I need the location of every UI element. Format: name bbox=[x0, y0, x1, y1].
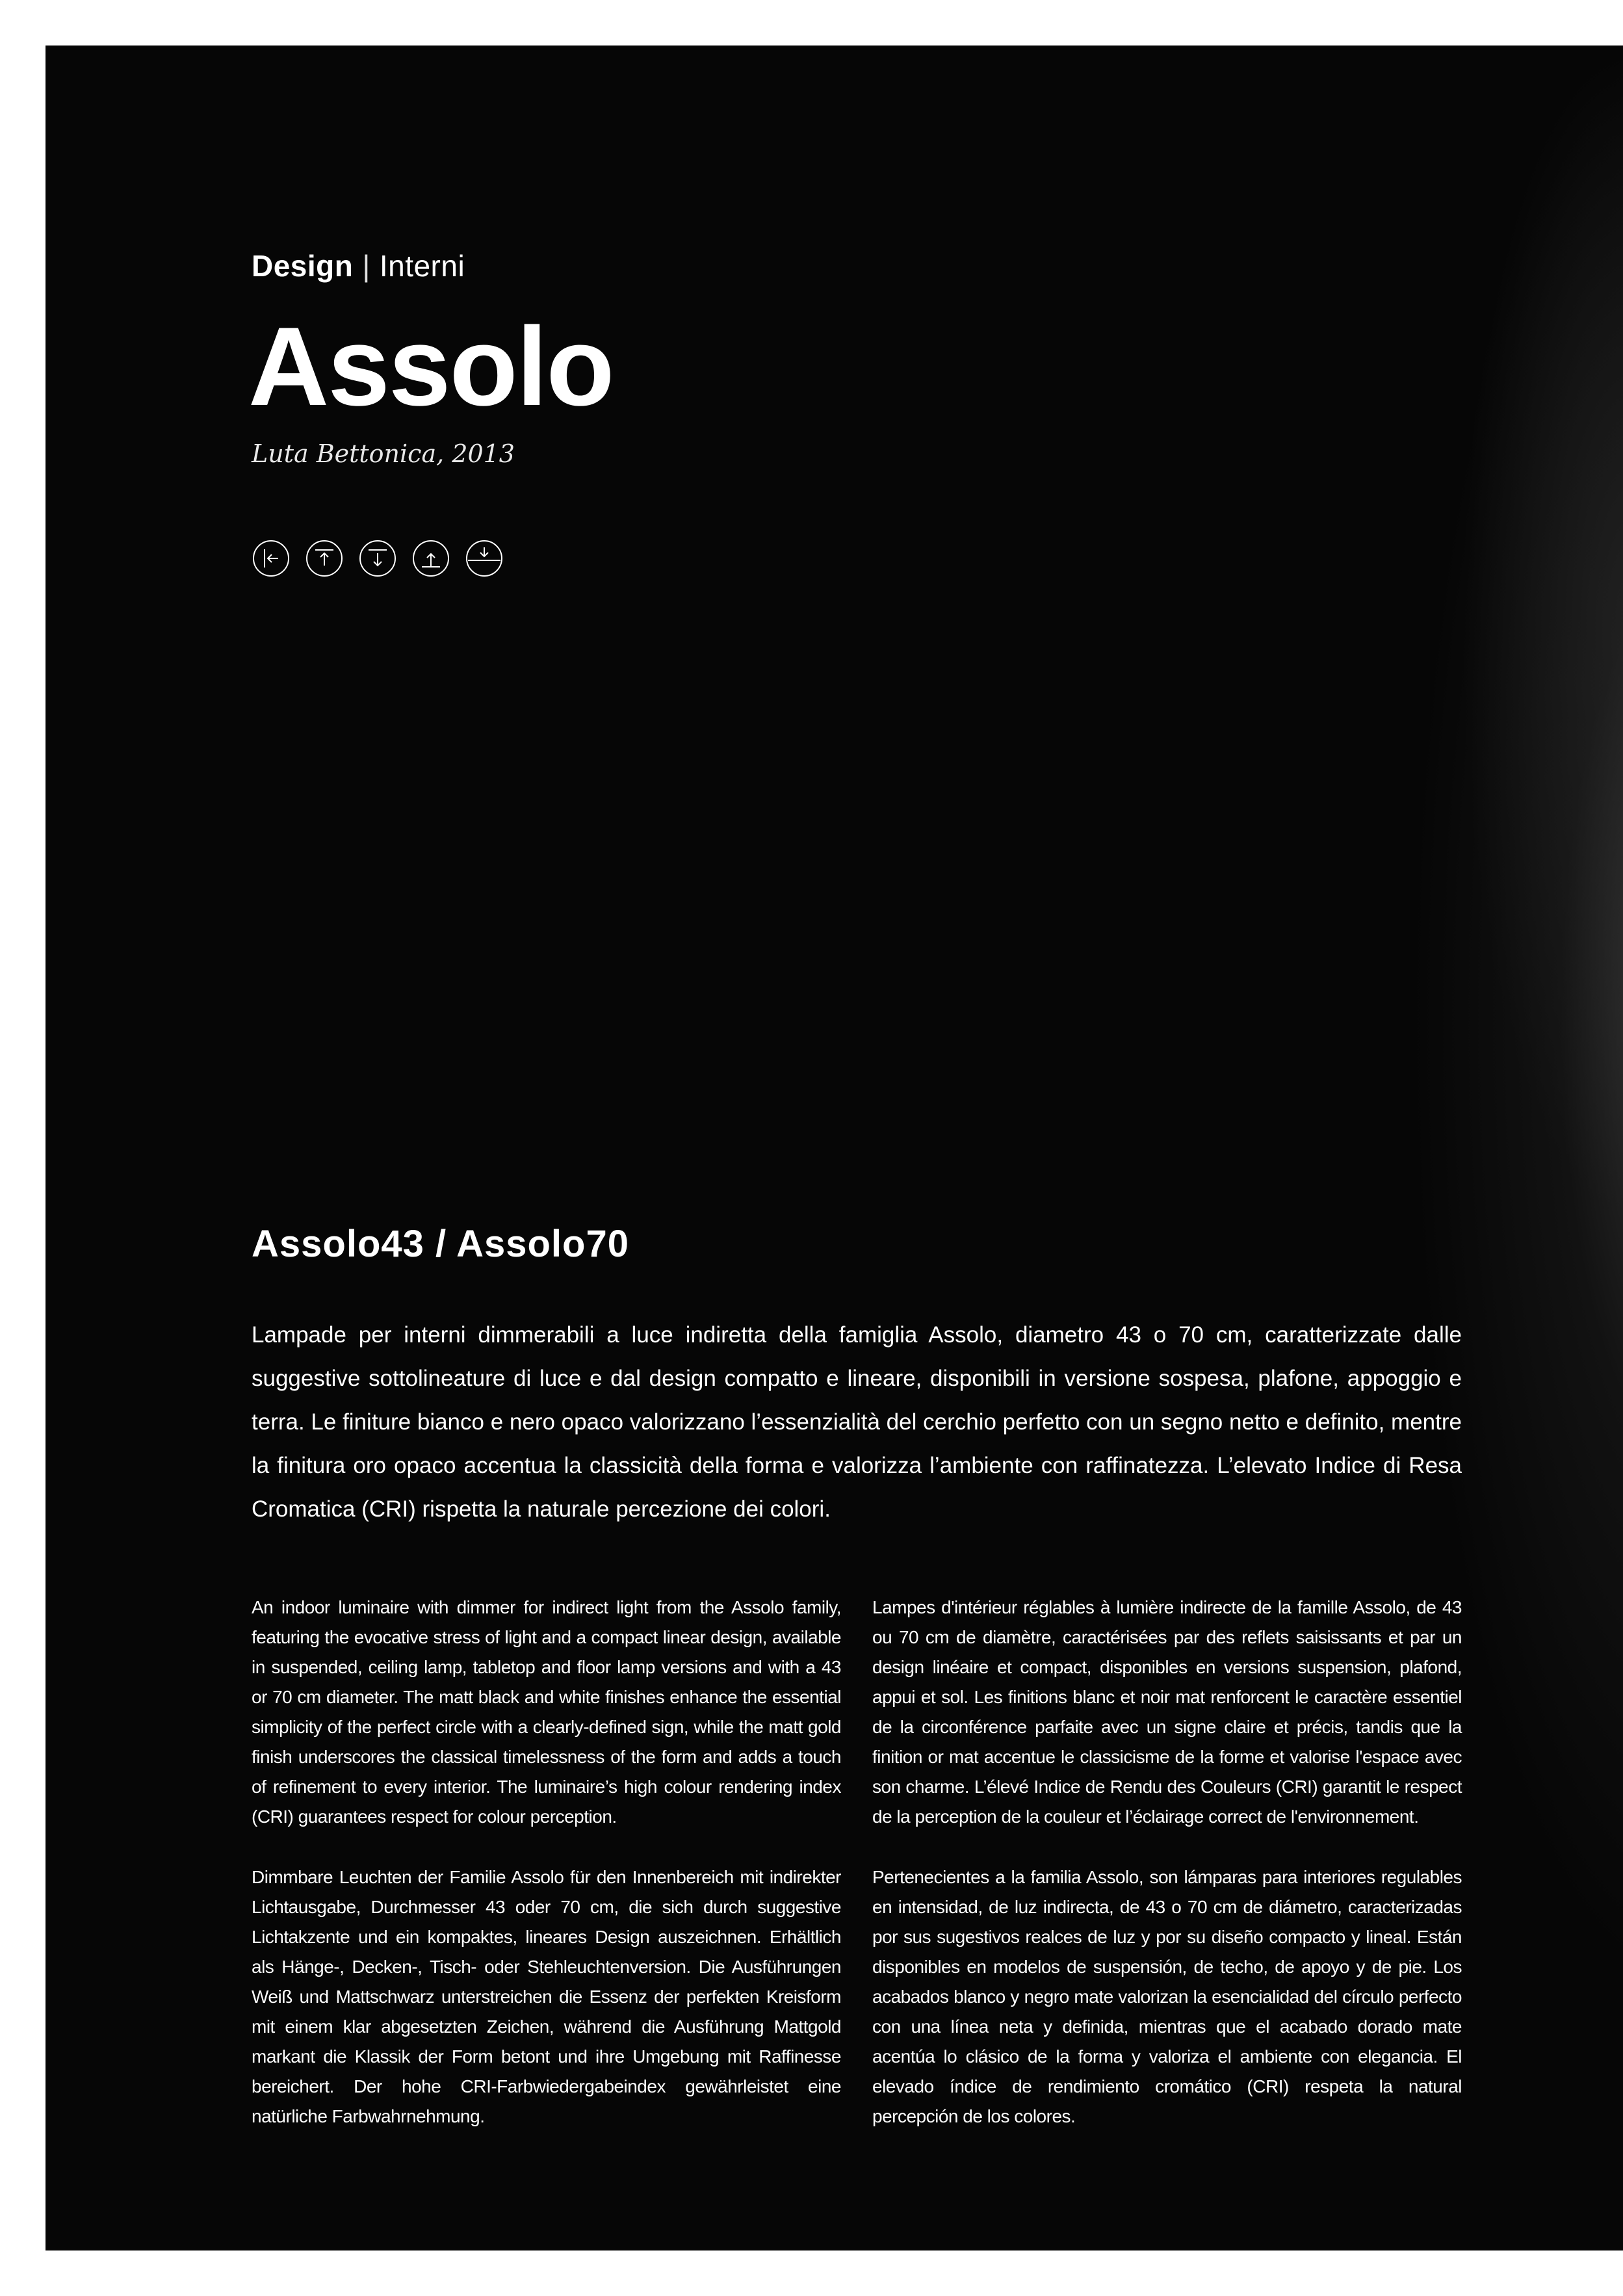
dark-page-panel bbox=[45, 46, 1623, 2250]
suspension-icon bbox=[359, 540, 396, 577]
product-title: Assolo bbox=[248, 304, 614, 429]
model-heading: Assolo43 / Assolo70 bbox=[252, 1223, 629, 1265]
category-separator: | bbox=[362, 249, 370, 283]
pendant-icon bbox=[465, 540, 503, 577]
description-italian: Lampade per interni dimmerabili a luce indiretta della famiglia Assolo, diametro 43 o 70 cm, caratterizzate dalle suggestive sottolineature di luce e dal design compatto e lineare, disponibili in versione sospesa, plafone, appoggio e terra. Le finiture bianco e nero opaco valorizzano l’essenzialità del cerchio perfetto con un segno netto e definito, mentre la finitura oro opaco accentua la classicità della forma e valorizza l’ambiente con raffinatezza. L’elevato Indice di Resa Cromatica (CRI) rispetta la naturale percezione dei colori. bbox=[252, 1322, 1462, 1522]
floor-icon bbox=[412, 540, 450, 577]
description-english: An indoor luminaire with dimmer for indirect light from the Assolo family, featuring the evocative stress of light and a compact linear design, available in suspended, ceiling lamp, tabletop and floor lamp versions and with a 43 or 70 cm diameter. The matt black and white finishes enhance the essential simplicity of the perfect circle with a clearly-defined sign, while the matt gold finish underscores the classical timelessness of the form and adds a touch of refinement to every interior. The luminaire’s high colour rendering index (CRI) guarantees respect for colour perception. bbox=[252, 1597, 841, 1827]
description-german: Dimmbare Leuchten der Familie Assolo für den Innenbereich mit indirekter Lichtausgabe, Durchmesser 43 oder 70 cm, die sich durch suggestive Lichtakzente und ein kompaktes, lineares Design auszeichnen. Erhältlich als Hänge-, Decken-, Tisch- oder Stehleuchtenversion. Die Ausführungen Weiß und Mattschwarz unterstreichen die Essenz der perfekten Kreisform mit einem klar abgesetzten Zeichen, während die Ausführung Mattgold markant die Klassik der Form betont und ihre Umgebung mit Raffinesse bereichert. Der hohe CRI-Farbwiedergabeindex gewährleistet eine natürliche Farbwahrnehmung. bbox=[252, 1867, 841, 2126]
category-light: Interni bbox=[379, 249, 465, 283]
category-strong: Design bbox=[252, 249, 354, 283]
ceiling-mount-icon bbox=[305, 540, 343, 577]
description-spanish: Pertenecientes a la familia Assolo, son lámparas para interiores regulables en intensidad, de luz indirecta, de 43 o 70 cm de diámetro, caracterizadas por sus sugestivos realces de luz y por su diseño compacto y lineal. Están disponibles en modelos de suspensión, de techo, de apoyo y de pie. Los acabados blanco y negro mate valorizan la esencialidad del círculo perfecto con una línea neta y definida, mientras que el acabado dorado mate acentúa lo clásico de la forma y valoriza el ambiente con elegancia. El elevado índice de rendimiento cromático (CRI) respeta la natural percepción de los colores. bbox=[872, 1867, 1462, 2126]
category-label bbox=[252, 248, 465, 283]
description-french: Lampes d'intérieur réglables à lumière indirecte de la famille Assolo, de 43 ou 70 cm de diamètre, caractérisées par des reflets saisissants et par un design linéaire et compact, disponibles en versions suspension, plafond, appui et sol. Les finitions blanc et noir mat renforcent le caractère essentiel de la circonférence parfaite avec un signe claire et précis, tandis que la finition or mat accentue le classicisme de la forme et valorise l'espace avec son charme. L’élevé Indice de Rendu des Couleurs (CRI) garantit le respect de la perception de la couleur et l’éclairage correct de l'environnement. bbox=[872, 1597, 1462, 1827]
wall-mount-icon bbox=[252, 540, 290, 577]
mounting-icons bbox=[252, 540, 503, 577]
designer-credit: Luta Bettonica, 2013 bbox=[252, 439, 515, 468]
